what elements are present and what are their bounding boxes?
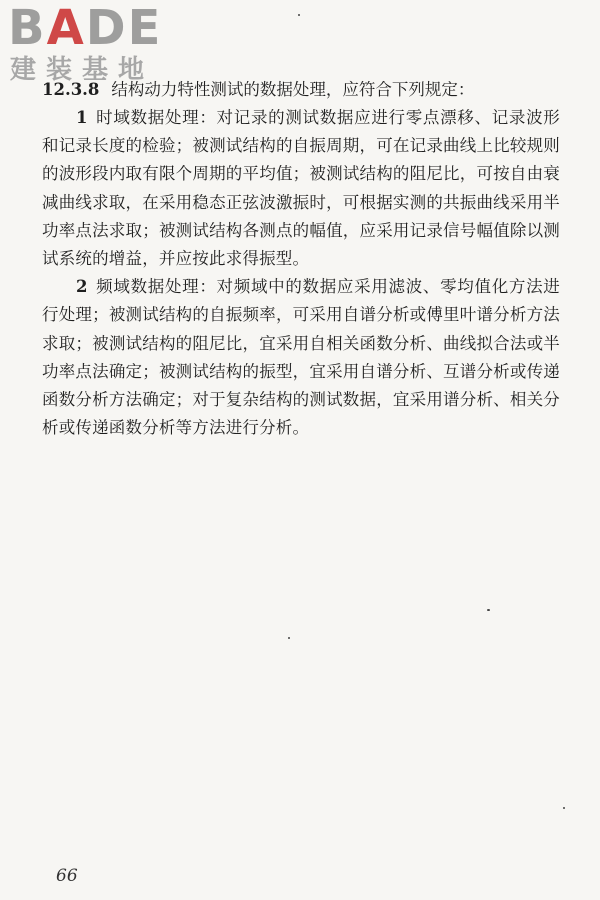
clause-number: 12.3.8	[42, 80, 100, 99]
item-number: 2	[76, 277, 88, 297]
logo-wordmark	[8, 0, 163, 56]
logo-letter-accent: A	[46, 0, 86, 56]
document-body	[42, 76, 560, 442]
scan-speck	[288, 637, 290, 639]
logo-subtitle: 建装基地	[10, 55, 155, 85]
page-number: 66	[56, 866, 78, 886]
scan-speck	[298, 14, 300, 16]
logo-letters-start: B	[8, 0, 47, 56]
scan-speck	[563, 807, 565, 809]
scan-speck	[487, 609, 490, 611]
logo-letters-end: DE	[85, 0, 163, 56]
clause-heading	[42, 76, 560, 104]
item-number: 1	[76, 108, 88, 127]
clause-title: 结构动力特性测试的数据处理，应符合下列规定：	[111, 80, 475, 99]
clause-item-time-domain	[42, 104, 560, 273]
item-text: 频域数据处理：对频域中的数据应采用滤波、零均值化方法进行处理；被测试结构的自振频率，可采用自谱分析或傅里叶谱分析方法求取；被测试结构的阻尼比，宜采用自相关函数分析、曲线拟合法或半功率点法确定；被测试结构的振型，宜采用自谱分析、互谱分析或传递函数分析方法确定；对于复杂结构的测试数据，宜采用谱分析、相关分析或传递函数分析等方法进行分析。	[42, 277, 560, 438]
item-text: 时域数据处理：对记录的测试数据应进行零点漂移、记录波形和记录长度的检验；被测试结构的自振周期，可在记录曲线上比较规则的波形段内取有限个周期的平均值；被测试结构的阻尼比，可按自由衰减曲线求取，在采用稳态正弦波激振时，可根据实测的共振曲线采用半功率点法求取；被测试结构各测点的幅值，应采用记录信号幅值除以测试系统的增益，并应按此求得振型。	[42, 108, 560, 269]
clause-item-frequency-domain	[42, 273, 560, 442]
